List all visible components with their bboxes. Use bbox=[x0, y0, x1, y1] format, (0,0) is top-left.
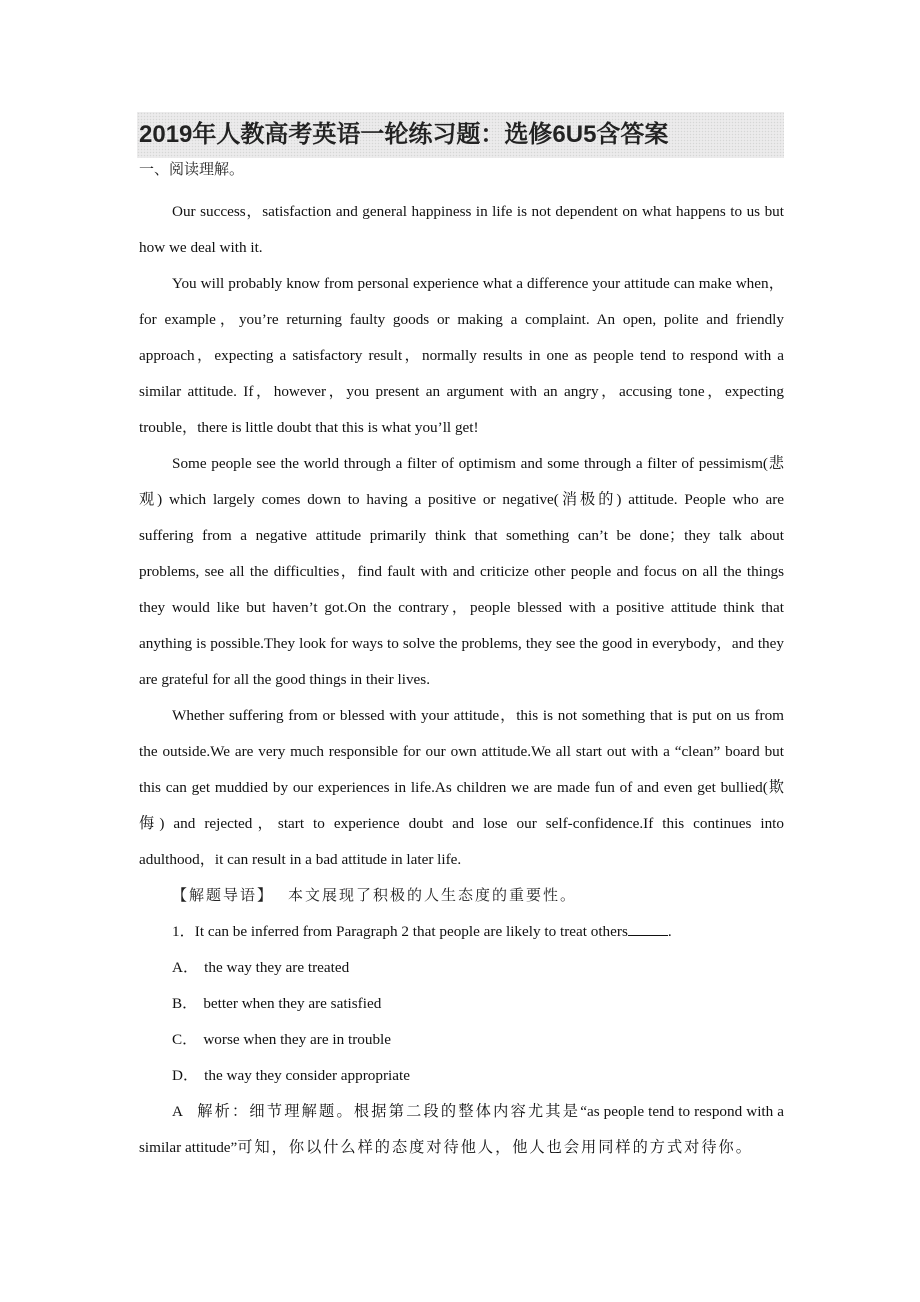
question-stem: It can be inferred from Paragraph 2 that people are likely to treat others bbox=[194, 923, 628, 940]
document-page bbox=[139, 112, 784, 1166]
document-title: 2019年人教高考英语一轮练习题：选修6U5含答案 bbox=[139, 121, 669, 148]
answer-blank bbox=[628, 921, 668, 936]
explanation-conclusion: 可知，你以什么样的态度对待他人，他人也会用同样的方式对待你。 bbox=[237, 1139, 753, 1156]
question-number: 1． bbox=[172, 923, 195, 940]
passage-paragraph-3: Some people see the world through a filter of optimism and some through a filter of pessimism(悲观) which largely comes down to having a positive or negative(消极的) attitude. People who are suffering from a negative attitude primarily think that something can’t be done；they talk about problems, see all the difficulties，find fault with and criticize other people and focus on all the things they would like but haven’t got.On the contrary，people blessed with a positive attitude think that anything is possible.They look for ways to solve the problems, they see the good in everybody，and they are grateful for all the good things in their lives. bbox=[139, 455, 784, 688]
option-d bbox=[139, 1058, 784, 1094]
guide-text: 本文展现了积极的人生态度的重要性。 bbox=[288, 888, 578, 904]
option-letter: C． bbox=[172, 1031, 198, 1048]
option-letter: D． bbox=[172, 1067, 199, 1084]
option-text: the way they consider appropriate bbox=[204, 1067, 410, 1084]
option-a bbox=[139, 950, 784, 986]
question-stem-end: . bbox=[667, 923, 672, 940]
option-letter: B． bbox=[172, 995, 198, 1012]
explanation-quote: “as people tend to respond with a similar attitude” bbox=[139, 1103, 784, 1156]
passage-paragraph-4: Whether suffering from or blessed with your attitude，this is not something that is put on us from the outside.We are very much responsible for our own attitude.We all start out with a “clean” board but this can get muddied by our experiences in life.As children we are made fun of and even get bullied(欺侮) and rejected，start to experience doubt and lose our self-confidence.If this continues into adulthood，it can result in a bad attitude in later life. bbox=[139, 707, 784, 868]
answer-explanation bbox=[139, 1094, 784, 1166]
answer-letter: A bbox=[172, 1103, 183, 1120]
option-letter: A． bbox=[172, 959, 199, 976]
section-heading: 一、阅读理解。 bbox=[139, 162, 245, 178]
guide-label: 【解题导语】 bbox=[172, 888, 275, 904]
option-text: better when they are satisfied bbox=[203, 995, 382, 1012]
explanation-text: 解析：细节理解题。根据第二段的整体内容尤其是 bbox=[196, 1103, 581, 1120]
option-b bbox=[139, 986, 784, 1022]
option-text: the way they are treated bbox=[204, 959, 350, 976]
passage-paragraph-1: Our success，satisfaction and general happiness in life is not dependent on what happens to us but how we deal with it. bbox=[139, 203, 784, 256]
option-text: worse when they are in trouble bbox=[203, 1031, 391, 1048]
reading-guide bbox=[139, 878, 784, 914]
passage-paragraph-2: You will probably know from personal experience what a difference your attitude can make when，for example，you’re returning faulty goods or making a complaint. An open, polite and friendly approach，expecting a satisfactory result，normally results in one as people tend to respond with a similar attitude. If，however，you present an argument with an angry，accusing tone，expecting trouble，there is little doubt that this is what you’ll get! bbox=[139, 275, 784, 436]
title-banner bbox=[137, 112, 784, 158]
option-c bbox=[139, 1022, 784, 1058]
question-1 bbox=[139, 914, 784, 950]
